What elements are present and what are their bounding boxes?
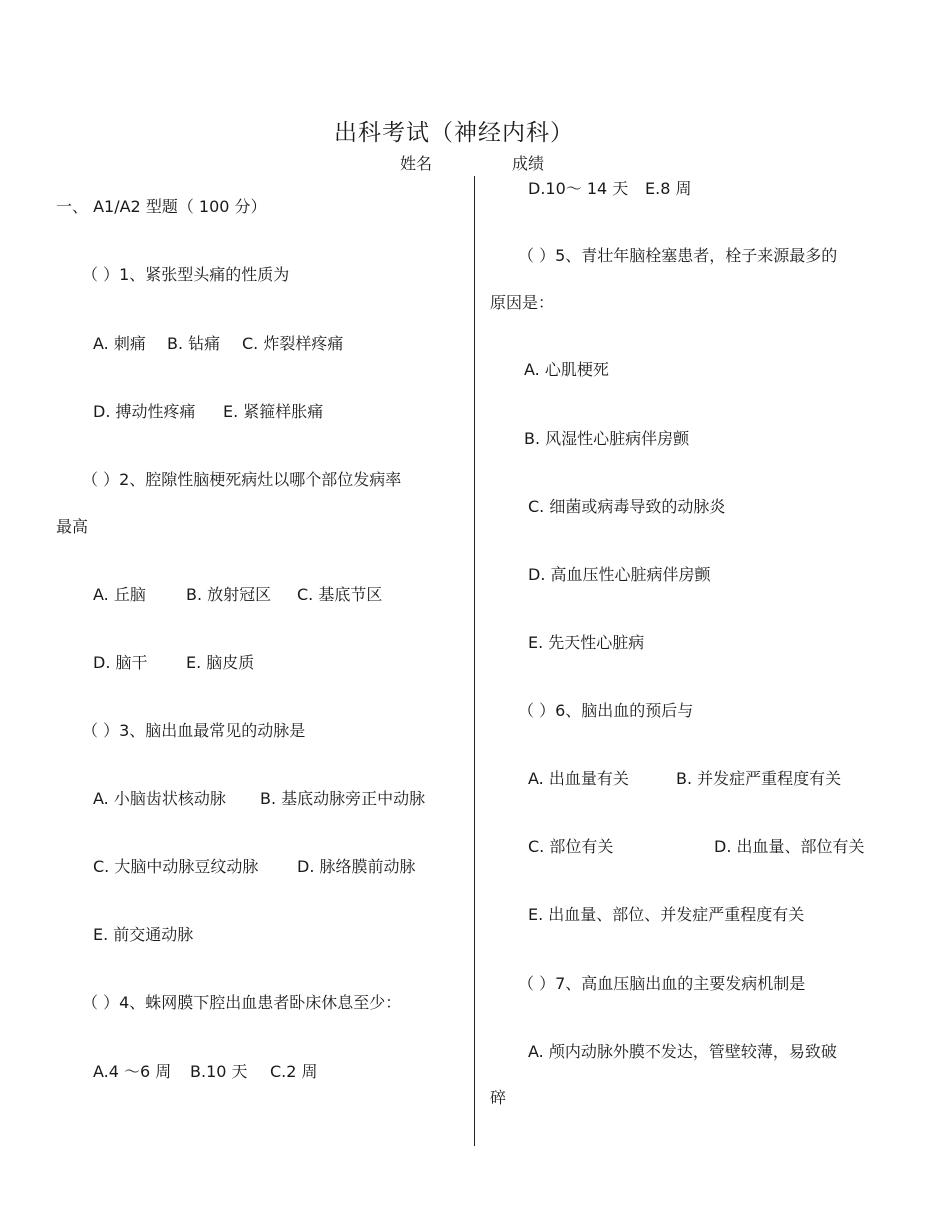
question-7: （ ）7、高血压脑出血的主要发病机制是 <box>518 974 806 993</box>
q5-option-a: A. 心肌梗死 <box>524 360 609 379</box>
q3-option-a: A. 小脑齿状核动脉 <box>93 789 226 808</box>
q4-option-c: C.2 周 <box>270 1062 318 1081</box>
q1-option-a: A. 刺痛 <box>93 334 146 353</box>
q6-option-a: A. 出血量有关 <box>528 769 629 788</box>
q3-option-b: B. 基底动脉旁正中动脉 <box>260 789 426 808</box>
question-3: （ ）3、脑出血最常见的动脉是 <box>82 721 306 740</box>
q3-option-e: E. 前交通动脉 <box>93 925 194 944</box>
question-5-line1: （ ）5、青壮年脑栓塞患者，栓子来源最多的 <box>518 246 838 265</box>
q2-option-d: D. 脑干 <box>93 653 148 672</box>
q1-option-e: E. 紧箍样胀痛 <box>223 402 324 421</box>
q4-option-d: D.10～ 14 天 <box>528 179 629 198</box>
page-title: 出科考试（神经内科） <box>334 120 574 146</box>
q2-option-b: B. 放射冠区 <box>186 585 272 604</box>
column-divider <box>474 176 475 1146</box>
question-2-line1: （ ）2、腔隙性脑梗死病灶以哪个部位发病率 <box>82 470 402 489</box>
q2-option-e: E. 脑皮质 <box>186 653 255 672</box>
score-label: 成绩 <box>512 154 545 173</box>
question-2-line2: 最高 <box>56 517 89 536</box>
q1-option-d: D. 搏动性疼痛 <box>93 402 196 421</box>
q2-option-c: C. 基底节区 <box>297 585 383 604</box>
q6-option-c: C. 部位有关 <box>528 837 614 856</box>
q3-option-c: C. 大脑中动脉豆纹动脉 <box>93 857 259 876</box>
question-6: （ ）6、脑出血的预后与 <box>518 701 694 720</box>
q1-option-c: C. 炸裂样疼痛 <box>242 334 344 353</box>
q6-option-b: B. 并发症严重程度有关 <box>676 769 842 788</box>
q4-option-b: B.10 天 <box>190 1062 248 1081</box>
question-4: （ ）4、蛛网膜下腔出血患者卧床休息至少： <box>82 993 402 1012</box>
question-5-line2: 原因是： <box>490 293 555 312</box>
q4-option-e: E.8 周 <box>645 179 692 198</box>
section-heading: 一、 A1/A2 型题（ 100 分） <box>56 197 267 216</box>
name-label: 姓名 <box>400 154 433 173</box>
q4-option-a: A.4 ～6 周 <box>93 1062 172 1081</box>
q7-option-a-line1: A. 颅内动脉外膜不发达，管壁较薄，易致破 <box>528 1042 837 1061</box>
q3-option-d: D. 脉络膜前动脉 <box>297 857 416 876</box>
q5-option-e: E. 先天性心脏病 <box>528 633 645 652</box>
q6-option-d: D. 出血量、部位有关 <box>714 837 865 856</box>
q5-option-b: B. 风湿性心脏病伴房颤 <box>524 429 690 448</box>
q5-option-c: C. 细菌或病毒导致的动脉炎 <box>528 497 726 516</box>
q5-option-d: D. 高血压性心脏病伴房颤 <box>528 565 711 584</box>
q7-option-a-line2: 碎 <box>490 1088 507 1107</box>
q6-option-e: E. 出血量、部位、并发症严重程度有关 <box>528 905 805 924</box>
question-1: （ ）1、紧张型头痛的性质为 <box>82 265 290 284</box>
q2-option-a: A. 丘脑 <box>93 585 146 604</box>
q1-option-b: B. 钻痛 <box>167 334 221 353</box>
